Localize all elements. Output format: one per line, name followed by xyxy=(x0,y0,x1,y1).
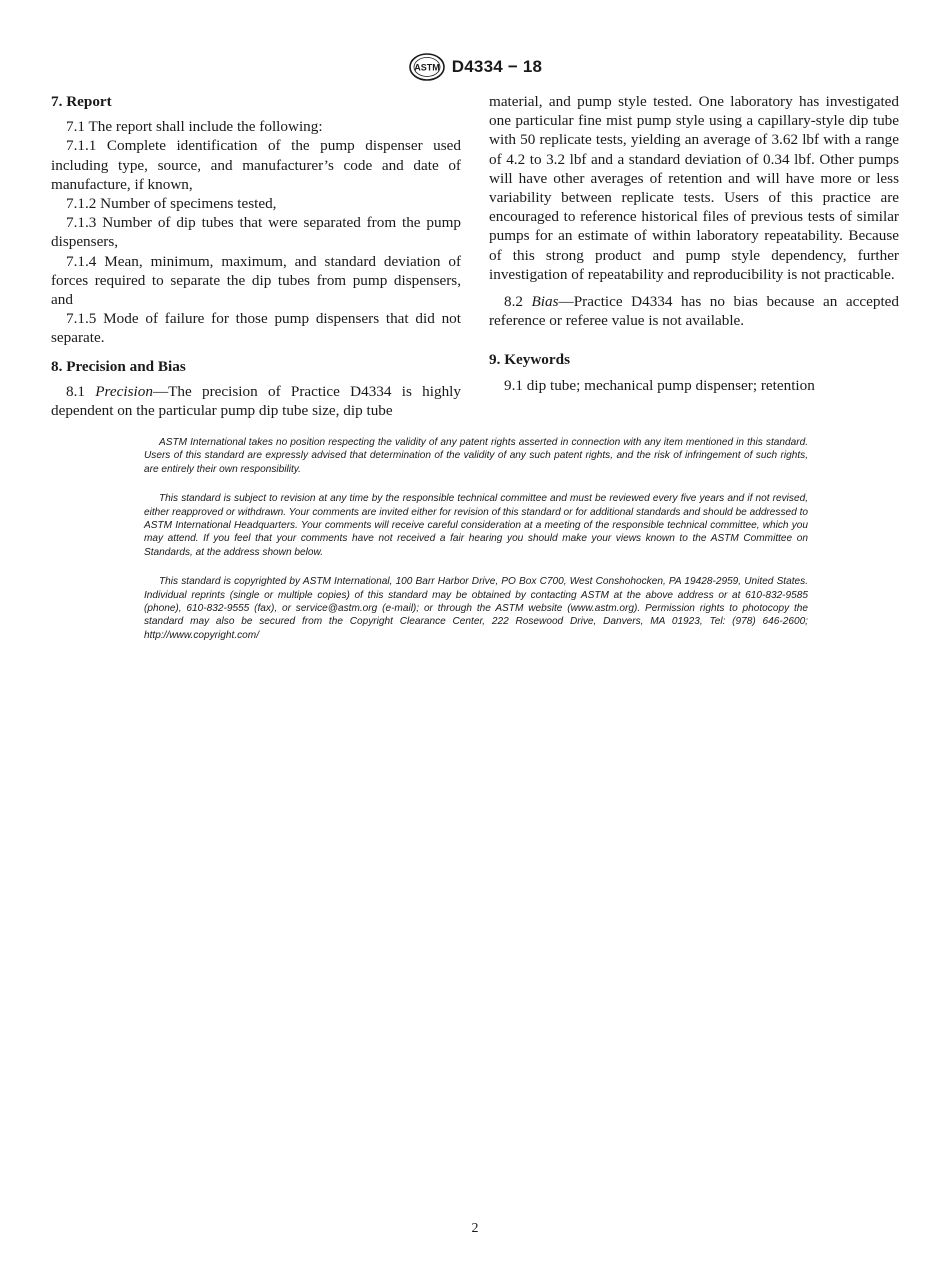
revision-notice: This standard is subject to revision at any time by the responsible technical committee and must be reviewed every five years and if not revised, either reapproved or withdrawn. Your comments are invited either for revision of this standard or for additional standards and should be addressed to ASTM International Headquarters. Your comments will receive careful consideration at a meeting of the responsible technical committee, which you may attend. If you feel that your comments have not received a fair hearing you should make your views known to the ASTM Committee on Standards, at the address shown below. xyxy=(144,493,808,558)
copyright-notice: This standard is copyrighted by ASTM International, 100 Barr Harbor Drive, PO Box C700, West Conshohocken, PA 19428-2959, United States. Individual reprints (single or multiple copies) of this standard may be obtained by contacting ASTM at the above address or at 610-832-9585 (phone), 610-832-9555 (fax), or service@astm.org (e-mail); or through the ASTM website (www.astm.org). Permission rights to photocopy the standard may also be secured from the Copyright Clearance Center, 222 Rosewood Drive, Danvers, MA 01923, Tel: (978) 646-2600; http://www.copyright.com/ xyxy=(144,576,808,641)
paragraph-8-1 xyxy=(51,382,461,420)
paragraph-7-1-2: 7.1.2 Number of specimens tested, xyxy=(66,195,277,213)
document-designation: D4334 − 18 xyxy=(451,57,543,76)
paragraph-7-1-5: 7.1.5 Mode of failure for those pump dispensers that did not separate. xyxy=(51,310,461,347)
paragraph-7-1-1: 7.1.1 Complete identification of the pump dispenser used including type, source, and manufacturer’s code and date of manufacture, if known, xyxy=(51,137,461,193)
section-heading-precision-bias: 8. Precision and Bias xyxy=(51,357,186,375)
page-number: 2 xyxy=(471,1221,479,1236)
paragraph-9-1: 9.1 dip tube; mechanical pump dispenser; retention xyxy=(504,376,815,394)
right-column xyxy=(489,92,899,395)
logo-text: ASTM xyxy=(414,62,440,73)
section-heading-keywords: 9. Keywords xyxy=(489,351,570,369)
paragraph-8-1-text: —The precision of Practice D4334 is highly dependent on the particular pump dip tube size, dip tube xyxy=(51,382,461,420)
paragraph-7-1-3: 7.1.3 Number of dip tubes that were separated from the pump dispensers, xyxy=(51,214,461,251)
left-column xyxy=(51,92,461,420)
paragraph-7-1: 7.1 The report shall include the following: xyxy=(66,118,323,136)
paragraph-8-1-number: 8.1 xyxy=(66,382,96,400)
legal-notices xyxy=(144,436,808,658)
paragraph-8-2 xyxy=(489,292,899,330)
astm-logo-icon xyxy=(408,52,446,82)
patent-notice: ASTM International takes no position respecting the validity of any patent rights asserted in connection with any item mentioned in this standard. Users of this standard are expressly advised that determination of the validity of any such patent rights, and the risk of infringement of such rights, are entirely their own responsibility. xyxy=(144,437,808,475)
bias-term: Bias xyxy=(531,293,559,311)
precision-term: Precision xyxy=(95,382,153,400)
paragraph-8-2-text: —Practice D4334 has no bias because an accepted reference or referee value is not available. xyxy=(489,293,900,330)
section-heading-report: 7. Report xyxy=(51,93,112,110)
paragraph-8-1-continued: material, and pump style tested. One laboratory has investigated one particular fine mist pump style using a capillary-style dip tube with 50 replicate tests, yielding an average of 3.62 lbf with a range of 4.2 to 3.2 lbf and a standard deviation of 0.34 lbf. Other pumps will have other averages of retention and will have more or less variability between replicate tests. Users of this practice are encouraged to reference historical files of previous tests of similar pumps for an estimate of within laboratory repeatability. Because of this strong product and pump style dependency, further investigation of repeatability and reproducibility is not practicable. xyxy=(489,93,899,283)
paragraph-8-2-number: 8.2 xyxy=(504,293,532,311)
page-header xyxy=(0,52,950,82)
paragraph-7-1-4: 7.1.4 Mean, minimum, maximum, and standard deviation of forces required to separate the dip tubes from pump dispensers, and xyxy=(51,252,461,309)
